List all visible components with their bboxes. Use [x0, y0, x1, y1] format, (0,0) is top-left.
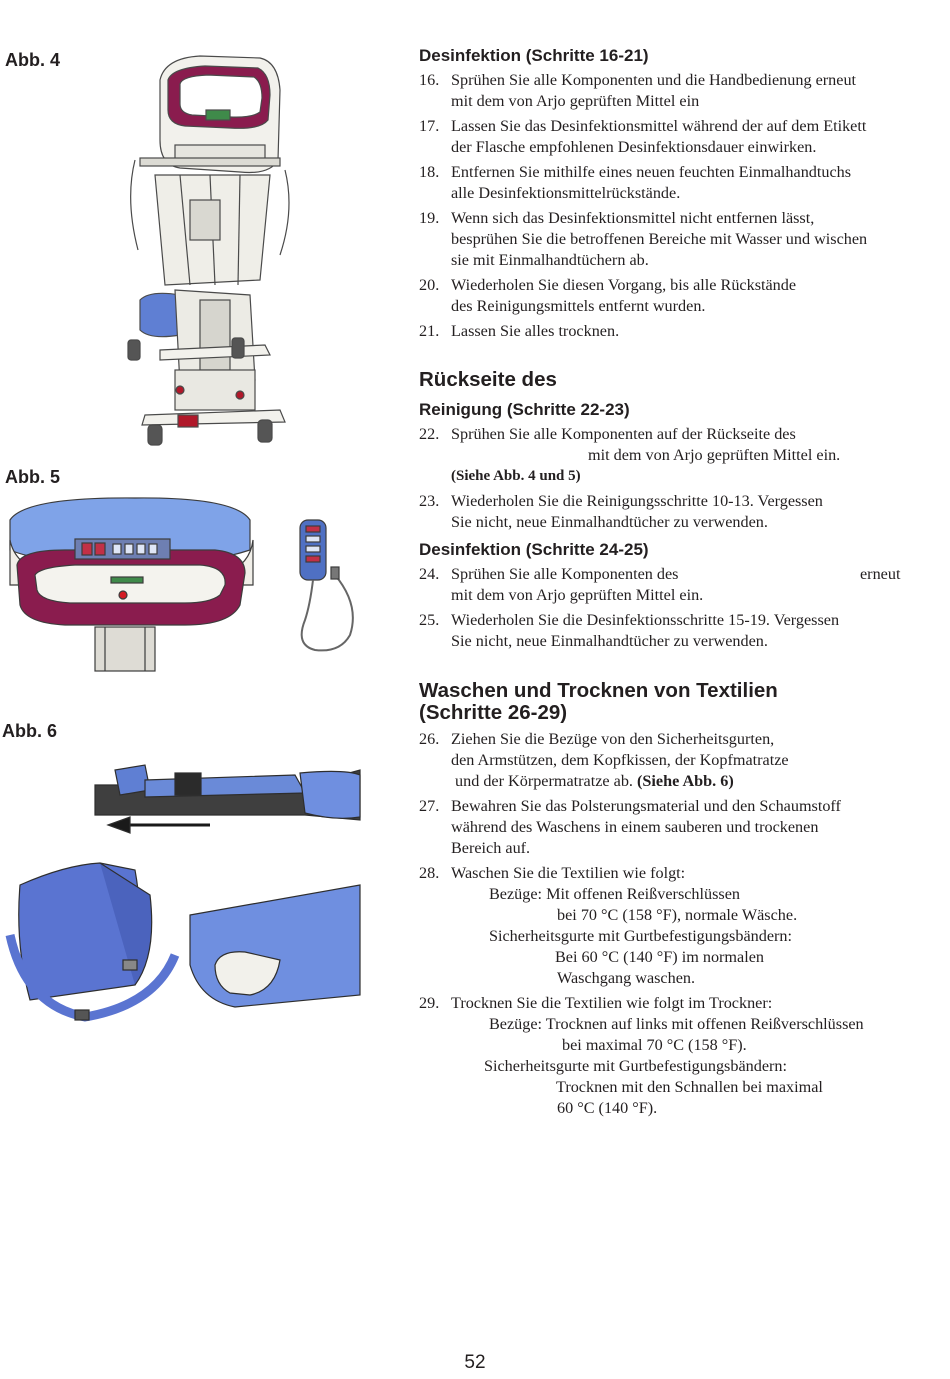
step-21	[419, 321, 944, 342]
step-19	[419, 208, 944, 271]
section-heading-disinfection: Desinfektion (Schritte 16-21)	[419, 46, 649, 65]
step-text: Sprühen Sie alle Komponenten und die Handbedienung erneut	[451, 71, 857, 89]
step-number: 17.	[419, 117, 440, 135]
step-23	[419, 491, 944, 533]
step-number: 25.	[419, 611, 440, 629]
steps-16-21	[419, 70, 944, 342]
step-number: 26.	[419, 730, 440, 748]
subheading-disinfection: Desinfektion (Schritte 24-25)	[419, 540, 649, 559]
step-text: Sie nicht, neue Einmalhandtücher zu verwenden.	[451, 632, 768, 650]
step-18	[419, 162, 944, 204]
step-number: 16.	[419, 71, 440, 89]
section-title-textiles-steps: (Schritte 26-29)	[419, 701, 568, 724]
step-text: Trocknen mit den Schnallen bei maximal	[556, 1078, 823, 1096]
step-26	[419, 729, 944, 792]
step-16	[419, 70, 944, 112]
step-text: Lassen Sie das Desinfektionsmittel während der auf dem Etikett	[451, 117, 867, 135]
step-27	[419, 796, 944, 859]
step-29	[419, 993, 944, 1119]
step-25	[419, 610, 944, 652]
step-text: erneut	[860, 565, 901, 583]
backrest-control-illustration	[5, 495, 365, 675]
step-text: Sprühen Sie alle Komponenten des	[451, 565, 679, 583]
step-text: besprühen Sie die betroffenen Bereiche mit Wasser und wischen	[451, 230, 868, 248]
step-number: 22.	[419, 425, 440, 443]
step-text: Waschgang waschen.	[557, 969, 696, 987]
step-text: Bezüge: Mit offenen Reißverschlüssen	[489, 885, 740, 903]
step-text: den Armstützen, dem Kopfkissen, der Kopfmatratze	[451, 751, 789, 769]
step-28	[419, 863, 944, 989]
step-22	[419, 424, 944, 487]
step-number: 24.	[419, 565, 440, 583]
step-text: Wiederholen Sie die Reinigungsschritte 10-13. Vergessen	[451, 492, 823, 510]
step-text: mit dem von Arjo geprüften Mittel ein	[451, 92, 700, 110]
step-text: des Reinigungsmittels entfernt wurden.	[451, 297, 706, 315]
step-text: Sicherheitsgurte mit Gurtbefestigungsbändern:	[489, 927, 792, 945]
step-text: Waschen Sie die Textilien wie folgt:	[451, 864, 686, 882]
step-number: 21.	[419, 322, 440, 340]
step-text: Sprühen Sie alle Komponenten auf der Rückseite des	[451, 425, 796, 443]
textile-covers-illustration	[5, 755, 365, 1030]
step-text: bei maximal 70 °C (158 °F).	[562, 1036, 747, 1054]
step-text: 60 °C (140 °F).	[557, 1099, 658, 1117]
section-title-back: Rückseite des	[419, 368, 557, 391]
figure-label-abb5: Abb. 5	[5, 467, 61, 487]
step-number: 28.	[419, 864, 440, 882]
step-text: Sicherheitsgurte mit Gurtbefestigungsbändern:	[484, 1057, 787, 1075]
step-text: und der Körpermatratze ab.	[455, 772, 633, 790]
step-text: bei 70 °C (158 °F), normale Wäsche.	[557, 906, 798, 924]
step-24	[419, 564, 944, 606]
subheading-cleaning: Reinigung (Schritte 22-23)	[419, 400, 630, 419]
step-text: mit dem von Arjo geprüften Mittel ein.	[451, 586, 704, 604]
figure-label-abb4: Abb. 4	[5, 50, 61, 70]
step-text: der Flasche empfohlenen Desinfektionsdauer einwirken.	[451, 138, 817, 156]
figure-reference: (Siehe Abb. 6)	[637, 772, 734, 790]
step-text: Sie nicht, neue Einmalhandtücher zu verwenden.	[451, 513, 768, 531]
step-20	[419, 275, 944, 317]
instructions-column	[419, 44, 944, 1119]
step-number: 29.	[419, 994, 440, 1012]
step-text: Ziehen Sie die Bezüge von den Sicherheitsgurten,	[451, 730, 775, 748]
step-text: Bereich auf.	[451, 839, 531, 857]
step-text: sie mit Einmalhandtüchern ab.	[451, 251, 649, 269]
step-text: alle Desinfektionsmittelrückstände.	[451, 184, 681, 202]
step-text: während des Waschens in einem sauberen und trockenen	[451, 818, 819, 836]
step-text: Wenn sich das Desinfektionsmittel nicht entfernen lässt,	[451, 209, 815, 227]
step-number: 20.	[419, 276, 440, 294]
chair-standing-illustration	[120, 50, 300, 460]
step-17	[419, 116, 944, 158]
figure-label-abb6: Abb. 6	[2, 721, 58, 741]
step-text: Wiederholen Sie diesen Vorgang, bis alle Rückstände	[451, 276, 797, 294]
step-text: Bewahren Sie das Polsterungsmaterial und den Schaumstoff	[451, 797, 841, 815]
step-text: Wiederholen Sie die Desinfektionsschritte 15-19. Vergessen	[451, 611, 840, 629]
step-text: Trocknen Sie die Textilien wie folgt im Trockner:	[451, 994, 773, 1012]
figure-reference: (Siehe Abb. 4 und 5)	[451, 468, 581, 484]
page-number: 52	[464, 1352, 486, 1373]
step-number: 18.	[419, 163, 440, 181]
step-number: 19.	[419, 209, 440, 227]
step-text: Bezüge: Trocknen auf links mit offenen Reißverschlüssen	[489, 1015, 864, 1033]
section-title-textiles: Waschen und Trocknen von Textilien	[419, 679, 778, 702]
step-number: 23.	[419, 492, 440, 510]
step-text: Bei 60 °C (140 °F) im normalen	[555, 948, 764, 966]
step-text: mit dem von Arjo geprüften Mittel ein.	[588, 446, 841, 464]
step-text: Lassen Sie alles trocknen.	[451, 322, 620, 340]
step-text: Entfernen Sie mithilfe eines neuen feuchten Einmalhandtuchs	[451, 163, 852, 181]
step-number: 27.	[419, 797, 440, 815]
